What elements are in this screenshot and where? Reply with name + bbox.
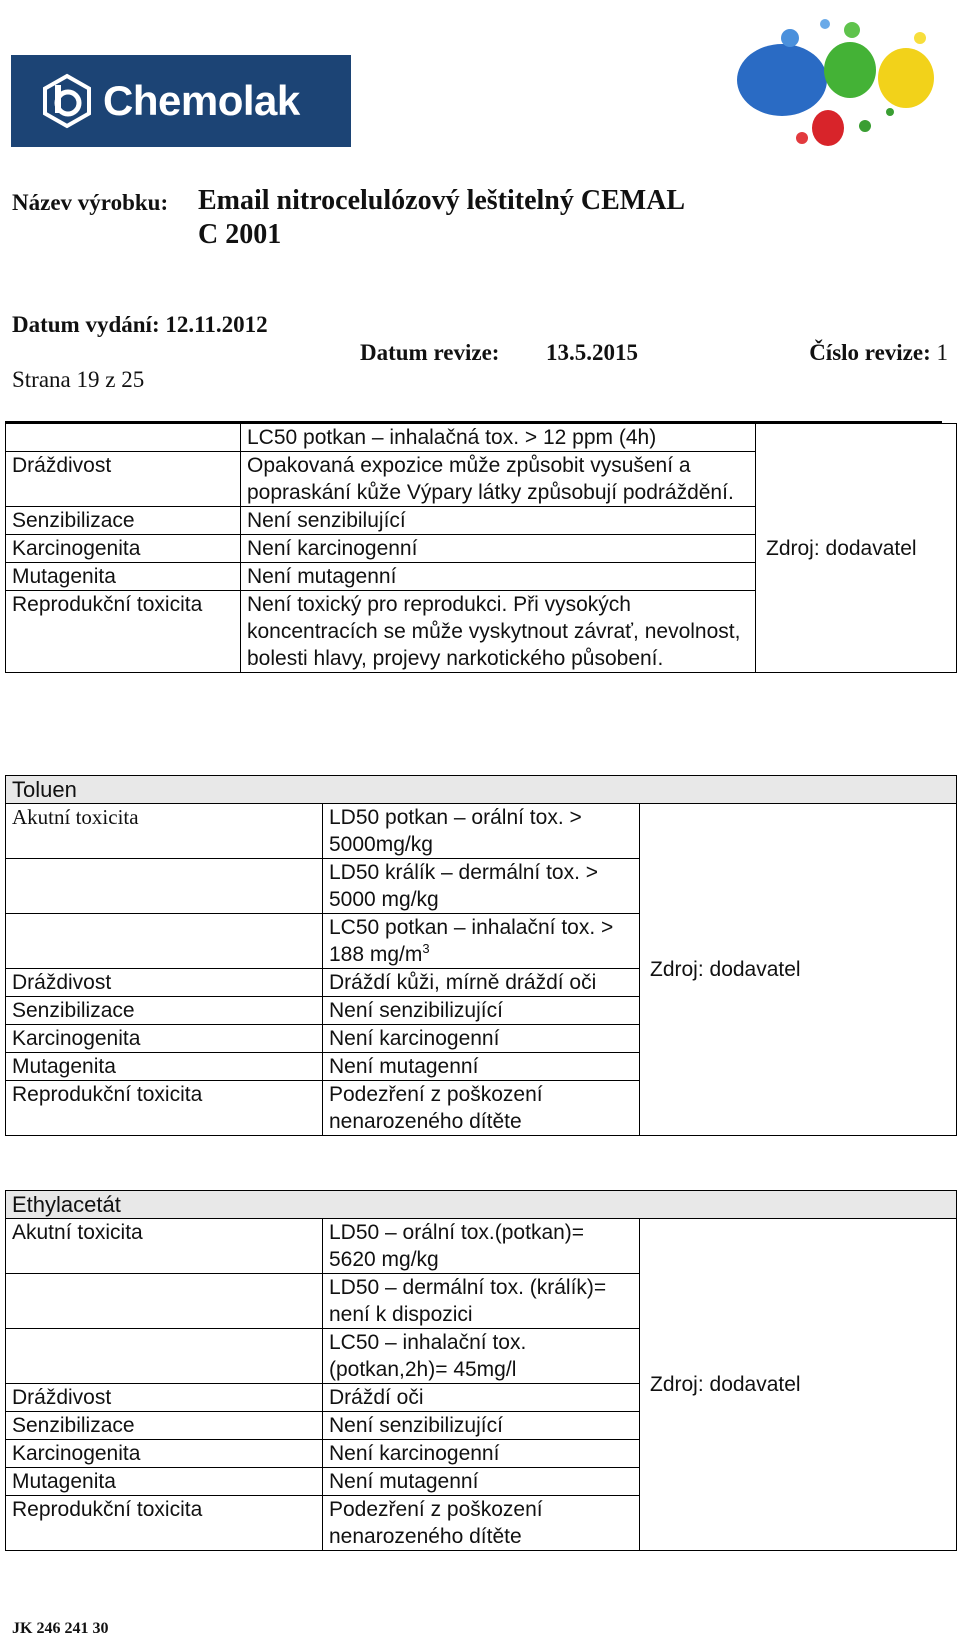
substance-title: Toluen — [6, 776, 957, 804]
table-row — [6, 424, 957, 452]
row-label: Senzibilizace — [6, 507, 241, 535]
revision-number-label: Číslo revize: — [809, 340, 931, 365]
table-title-row — [6, 1191, 957, 1219]
row-label: Reprodukční toxicita — [6, 1081, 323, 1136]
row-label: Karcinogenita — [6, 1025, 323, 1053]
row-label — [6, 859, 323, 914]
row-value: Není senzibilující — [241, 507, 756, 535]
paint-drops-icon — [730, 8, 950, 158]
toxicity-table-continued — [5, 423, 957, 673]
product-label: Název výrobku: — [12, 190, 169, 215]
row-label: Mutagenita — [6, 563, 241, 591]
table-row — [6, 804, 957, 859]
revision-number-value: 1 — [936, 340, 948, 365]
row-value: Není toxický pro reprodukci. Při vysokých koncentracích se může vyskytnout závrať, nevolnost, bolesti hlavy, projevy narkotického působení. — [241, 591, 756, 673]
row-value: Není karcinogenní — [323, 1440, 640, 1468]
row-value: LD50 – orální tox.(potkan)= 5620 mg/kg — [323, 1219, 640, 1274]
page-info: Strana 19 z 25 — [12, 367, 145, 392]
row-value: Není senzibilizující — [323, 1412, 640, 1440]
row-value: Není mutagenní — [323, 1468, 640, 1496]
row-label: Mutagenita — [6, 1053, 323, 1081]
table-row — [6, 1219, 957, 1274]
issue-date: Datum vydání: 12.11.2012 — [12, 312, 268, 337]
row-label: Dráždivost — [6, 452, 241, 507]
table-title-row — [6, 776, 957, 804]
substance-title: Ethylacetát — [6, 1191, 957, 1219]
revision-date-value: 13.5.2015 — [546, 340, 638, 365]
row-value: LC50 – inhalační tox.(potkan,2h)= 45mg/l — [323, 1329, 640, 1384]
chemolak-logo — [11, 55, 351, 147]
row-value: LC50 potkan – inhalačná tox. > 12 ppm (4h) — [241, 424, 756, 452]
source-cell: Zdroj: dodavatel — [756, 424, 957, 673]
revision-number — [809, 340, 948, 366]
logo-text: Chemolak — [103, 77, 300, 124]
acute-value-text: LC50 potkan – inhalační tox. > 188 mg/m — [329, 916, 614, 966]
unit-superscript: 3 — [422, 941, 430, 956]
row-value: LD50 – dermální tox. (králík)= není k dispozici — [323, 1274, 640, 1329]
row-value: Není senzibilizující — [323, 997, 640, 1025]
row-value: Není mutagenní — [241, 563, 756, 591]
row-label: Senzibilizace — [6, 1412, 323, 1440]
row-value: Opakovaná expozice může způsobit vysušení a popraskání kůže Výpary látky způsobují podráždění. — [241, 452, 756, 507]
toluen-table — [5, 775, 957, 1136]
row-label: Mutagenita — [6, 1468, 323, 1496]
row-value: Podezření z poškození nenarozeného dítěte — [323, 1496, 640, 1551]
row-value: Není mutagenní — [323, 1053, 640, 1081]
row-value: Není karcinogenní — [323, 1025, 640, 1053]
row-label: Karcinogenita — [6, 535, 241, 563]
row-label: Senzibilizace — [6, 997, 323, 1025]
row-value: Dráždí oči — [323, 1384, 640, 1412]
source-cell: Zdroj: dodavatel — [640, 804, 957, 1136]
product-name-line2: C 2001 — [198, 219, 282, 250]
row-label: Akutní toxicita — [6, 1219, 323, 1274]
row-label — [6, 1329, 323, 1384]
row-label — [6, 914, 323, 969]
row-label: Reprodukční toxicita — [6, 1496, 323, 1551]
row-label: Dráždivost — [6, 1384, 323, 1412]
row-label: Reprodukční toxicita — [6, 591, 241, 673]
row-label — [6, 424, 241, 452]
row-label: Karcinogenita — [6, 1440, 323, 1468]
row-label: Akutní toxicita — [6, 804, 323, 859]
document-code: JK 246 241 30 — [12, 1620, 109, 1637]
row-value: Dráždí kůži, mírně dráždí oči — [323, 969, 640, 997]
product-name-line1: Email nitrocelulózový leštitelný CEMAL — [198, 185, 686, 216]
row-value: Podezření z poškození nenarozeného dítěte — [323, 1081, 640, 1136]
row-value: Není karcinogenní — [241, 535, 756, 563]
row-label — [6, 1274, 323, 1329]
row-value: LD50 potkan – orální tox. > 5000mg/kg — [323, 804, 640, 859]
row-label: Dráždivost — [6, 969, 323, 997]
ethylacetat-table — [5, 1190, 957, 1551]
revision-date-label: Datum revize: — [360, 340, 500, 365]
row-value — [323, 914, 640, 969]
row-value: LD50 králík – dermální tox. > 5000 mg/kg — [323, 859, 640, 914]
source-cell: Zdroj: dodavatel — [640, 1219, 957, 1551]
chemolak-hexagon-icon — [39, 73, 95, 129]
